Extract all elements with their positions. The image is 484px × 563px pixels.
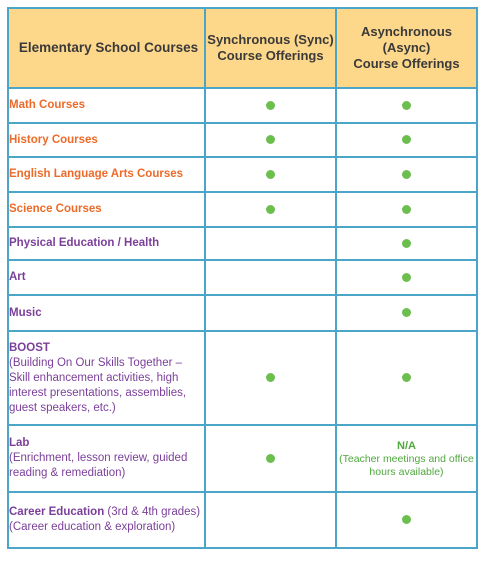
- available-dot-icon: [402, 373, 411, 382]
- course-description: (Building On Our Skills Together – Skill enhancement activities, high interest presentations, assemblies, guest speakers, etc.): [9, 356, 187, 414]
- available-dot-icon: [402, 170, 411, 179]
- header-courses: Elementary School Courses: [8, 8, 205, 88]
- course-name: Art: [8, 260, 205, 295]
- course-name: Music: [8, 295, 205, 331]
- course-name: Math Courses: [8, 88, 205, 123]
- async-cell: [336, 492, 477, 548]
- available-dot-icon: [266, 205, 275, 214]
- course-grade-range: (3rd & 4th grades): [104, 506, 201, 518]
- async-cell: [336, 260, 477, 295]
- available-dot-icon: [402, 135, 411, 144]
- sync-cell: [205, 331, 336, 425]
- row-art: [8, 260, 477, 295]
- available-dot-icon: [266, 135, 275, 144]
- header-async: [336, 8, 477, 88]
- course-cell: [8, 331, 205, 425]
- row-music: [8, 295, 477, 331]
- available-dot-icon: [266, 170, 275, 179]
- sync-cell: [205, 123, 336, 157]
- course-name: Science Courses: [8, 192, 205, 227]
- header-async-line1: Asynchronous (Async): [360, 24, 452, 55]
- sync-cell: [205, 192, 336, 227]
- course-cell: [8, 425, 205, 492]
- async-cell: [336, 88, 477, 123]
- async-cell: [336, 227, 477, 260]
- row-math: [8, 88, 477, 123]
- async-cell: [336, 425, 477, 492]
- course-name: Physical Education / Health: [8, 227, 205, 260]
- available-dot-icon: [402, 515, 411, 524]
- sync-cell: [205, 88, 336, 123]
- async-cell: [336, 123, 477, 157]
- course-name: Career Education: [9, 506, 105, 518]
- sync-cell: [205, 425, 336, 492]
- row-pe-health: [8, 227, 477, 260]
- table-header-row: [8, 8, 477, 88]
- available-dot-icon: [402, 205, 411, 214]
- available-dot-icon: [402, 273, 411, 282]
- header-async-line2: Course Offerings: [353, 56, 460, 71]
- row-lab: [8, 425, 477, 492]
- header-sync-line2: Course Offerings: [217, 48, 324, 63]
- async-cell: [336, 331, 477, 425]
- available-dot-icon: [266, 454, 275, 463]
- async-cell: [336, 295, 477, 331]
- available-dot-icon: [266, 373, 275, 382]
- row-boost: [8, 331, 477, 425]
- not-applicable-note: (Teacher meetings and office hours available): [339, 452, 474, 478]
- course-cell: [8, 492, 205, 548]
- not-applicable-label: N/A: [397, 439, 416, 452]
- course-name: English Language Arts Courses: [8, 157, 205, 192]
- sync-cell: [205, 492, 336, 548]
- sync-cell: [205, 157, 336, 192]
- course-description: (Enrichment, lesson review, guided reading & remediation): [9, 452, 188, 479]
- row-career-education: [8, 492, 477, 548]
- available-dot-icon: [402, 239, 411, 248]
- available-dot-icon: [266, 101, 275, 110]
- course-description: (Career education & exploration): [9, 521, 176, 533]
- course-name: History Courses: [8, 123, 205, 157]
- sync-cell: [205, 295, 336, 331]
- course-offerings-table: [7, 7, 478, 549]
- header-sync: [205, 8, 336, 88]
- row-history: [8, 123, 477, 157]
- async-cell: [336, 157, 477, 192]
- course-name: BOOST: [9, 341, 50, 354]
- available-dot-icon: [402, 101, 411, 110]
- sync-cell: [205, 260, 336, 295]
- async-cell: [336, 192, 477, 227]
- header-sync-line1: Synchronous (Sync): [207, 32, 334, 47]
- available-dot-icon: [402, 308, 411, 317]
- course-name: Lab: [9, 437, 30, 449]
- sync-cell: [205, 227, 336, 260]
- row-ela: [8, 157, 477, 192]
- row-science: [8, 192, 477, 227]
